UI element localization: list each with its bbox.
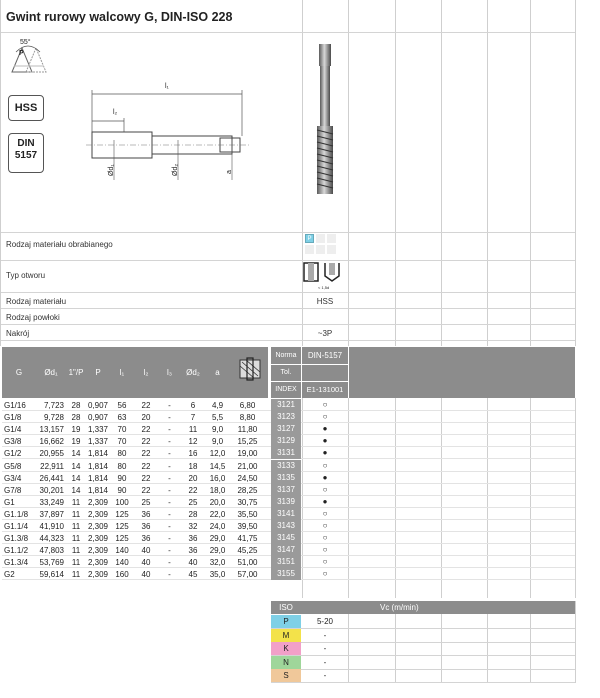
table-cell: - (168, 546, 171, 556)
table-cell: G1.3/8 (4, 534, 29, 544)
table-cell: 140 (115, 558, 129, 568)
table-cell: 56 (117, 401, 127, 410)
thread-letter: P (19, 50, 24, 57)
table-cell: 22 (188, 485, 198, 495)
available-empty-icon: ○ (322, 400, 328, 409)
index-cell: 3145 (271, 532, 301, 544)
table-cell: 7,723 (43, 401, 64, 410)
index-cell: 3121 (271, 399, 301, 411)
table-cell: 25 (188, 497, 198, 507)
material-chip-blank-4 (316, 245, 325, 254)
table-cell: - (168, 413, 171, 423)
table-cell: 41,75 (237, 534, 258, 544)
table-cell: 33,249 (39, 497, 64, 507)
table-cell: 11 (71, 570, 81, 580)
table-cell: 2,309 (87, 534, 109, 544)
available-filled-icon: ● (322, 436, 328, 446)
table-cell: 59,614 (39, 570, 64, 580)
iso-value: - (323, 630, 327, 640)
table-cell: 6 (190, 401, 196, 410)
table-cell: 13,157 (39, 425, 64, 435)
available-filled-icon: ● (322, 472, 328, 482)
table-cell: - (168, 485, 171, 495)
table-cell: 30,201 (39, 485, 64, 495)
index-cell: 3123 (271, 411, 301, 423)
table-cell: 160 (115, 570, 129, 580)
table-cell: - (168, 534, 171, 544)
grid-line (530, 0, 531, 346)
iso-code-m: M (271, 629, 301, 642)
grid-line (0, 32, 575, 33)
iso-label: ISO (279, 603, 293, 612)
index-cell: 3141 (271, 508, 301, 520)
table-cell: 22 (141, 485, 151, 495)
hole-type-value: < 1,5d (318, 285, 330, 290)
available-filled-icon: ● (322, 496, 328, 506)
table-cell: 90 (117, 473, 127, 483)
din-badge: DIN 5157 (8, 133, 44, 173)
grid-line (0, 232, 575, 233)
table-cell: - (168, 473, 171, 483)
table-cell: - (168, 522, 171, 531)
table-cell: 20,0 (209, 497, 226, 507)
table-cell: G1.1/4 (4, 522, 29, 531)
available-empty-icon: ○ (322, 545, 328, 555)
iso-code-p: P (271, 615, 301, 628)
d2-label: Ød₂ (172, 163, 179, 176)
grid-line (0, 260, 575, 261)
table-cell: 6,80 (239, 401, 256, 410)
table-cell: 22 (141, 473, 151, 483)
table-cell: 125 (115, 534, 129, 544)
iso-code-s: S (271, 669, 301, 682)
index-cell: 3151 (271, 556, 301, 568)
table-cell: G1.3/4 (4, 558, 29, 568)
table-cell: 11 (71, 509, 81, 519)
l2-label: l₂ (113, 109, 118, 116)
table-cell: 45 (188, 570, 198, 580)
table-cell: 125 (115, 522, 129, 531)
table-cell: 0,907 (87, 401, 109, 410)
d1-label: Ød₁ (108, 164, 115, 176)
grid-line (348, 0, 349, 346)
index-cell: 3155 (271, 568, 301, 580)
grid-line (271, 655, 575, 656)
prop-hole-label: Typ otworu (6, 271, 46, 280)
table-cell: 11 (71, 558, 81, 568)
index-cell: 3129 (271, 435, 301, 447)
table-cell: 41,910 (39, 522, 64, 531)
table-cell: 2,309 (87, 570, 109, 580)
table-cell: 19,00 (237, 449, 258, 459)
grid-line (271, 669, 575, 670)
index-cell: 3135 (271, 472, 301, 484)
table-cell: 29,0 (209, 534, 226, 544)
table-cell: 1,337 (87, 425, 109, 435)
table-cell: G1 (4, 497, 15, 507)
table-cell: 45,25 (237, 546, 258, 556)
table-cell: 80 (117, 449, 127, 459)
tap-image (306, 42, 344, 197)
column-header: l₂ (143, 368, 149, 377)
available-filled-icon: ● (322, 424, 328, 434)
table-cell: 7 (190, 413, 196, 423)
table-cell: G1.1/2 (4, 546, 29, 556)
table-cell: G5/8 (4, 461, 22, 471)
index-cell: 3139 (271, 496, 301, 508)
table-cell: G3/8 (4, 437, 22, 447)
table-cell: 63 (117, 413, 127, 423)
grid-line (0, 308, 575, 309)
material-chip-p: P (305, 234, 314, 243)
available-filled-icon: ● (322, 448, 328, 458)
table-cell: - (168, 497, 171, 507)
table-cell: 14,5 (209, 461, 226, 471)
table-cell: G1/8 (4, 413, 22, 423)
table-cell: G2 (4, 570, 15, 580)
grid-line (302, 0, 303, 346)
table-cell: - (168, 449, 171, 459)
table-cell: 1,814 (87, 473, 109, 483)
table-cell: 19 (71, 425, 81, 435)
column-header: 1"/P (68, 368, 84, 377)
table-cell: 9,0 (211, 425, 224, 435)
grid-line (487, 0, 488, 346)
norma-value: DIN-5157 (302, 347, 348, 364)
table-cell: 28 (71, 401, 81, 410)
table-cell: 53,769 (39, 558, 64, 568)
material-chip-blank-3 (305, 245, 314, 254)
table-cell: 22 (141, 449, 151, 459)
prop-material-label: Rodzaj materiału obrabianego (6, 240, 113, 249)
table-cell: 36 (141, 534, 151, 544)
table-cell: 44,323 (39, 534, 64, 544)
table-cell: 36 (141, 509, 151, 519)
table-cell: - (168, 401, 171, 410)
table-cell: 36 (188, 546, 198, 556)
prop-coating-label: Rodzaj powłoki (6, 313, 60, 322)
table-cell: 2,309 (87, 522, 109, 531)
page-title: Gwint rurowy walcowy G, DIN-ISO 228 (6, 10, 233, 24)
hss-badge-label: HSS (14, 102, 38, 114)
material-chip-blank-5 (327, 245, 336, 254)
grid-line (575, 601, 576, 683)
table-cell: 5,5 (211, 413, 224, 423)
table-cell: 8,80 (239, 413, 256, 423)
vc-label: Vc (m/min) (380, 603, 419, 612)
table-cell: 30,75 (237, 497, 258, 507)
index-cell: 3147 (271, 544, 301, 556)
available-empty-icon: ○ (322, 521, 328, 530)
table-cell: 47,803 (39, 546, 64, 556)
index-cell: 3137 (271, 484, 301, 496)
table-cell: 125 (115, 509, 129, 519)
table-cell: 14 (71, 485, 81, 495)
table-cell: 12 (188, 437, 198, 447)
table-cell: 36 (188, 534, 198, 544)
table-cell: 11 (71, 522, 81, 531)
iso-value: - (323, 644, 327, 653)
table-cell: 35,0 (209, 570, 226, 580)
table-cell: 22,0 (209, 509, 226, 519)
grid-line (0, 324, 575, 325)
table-cell: G1/2 (4, 449, 22, 459)
available-empty-icon: ○ (322, 484, 328, 494)
table-cell: 15,25 (237, 437, 258, 447)
table-cell: 28,25 (237, 485, 258, 495)
tol-label: Tol. (271, 365, 301, 381)
chamfer-value: ~3P (317, 329, 333, 338)
table-cell: 1,814 (87, 485, 109, 495)
table-cell: 11 (188, 425, 198, 435)
table-cell: 2,309 (87, 558, 109, 568)
table-cell: 2,309 (87, 509, 109, 519)
table-cell: 14 (71, 449, 81, 459)
table-cell: - (168, 509, 171, 519)
table-cell: 11 (71, 546, 81, 556)
table-cell: 22 (141, 461, 151, 471)
prop-material-type-label: Rodzaj materiału (6, 297, 67, 306)
column-header: G (15, 368, 23, 377)
available-empty-icon: ○ (322, 460, 328, 470)
table-cell: - (168, 558, 171, 568)
table-cell: 21,00 (237, 461, 258, 471)
iso-value: 5-20 (316, 617, 333, 626)
table-cell: 26,441 (39, 473, 64, 483)
table-cell: G1.1/8 (4, 509, 29, 519)
table-cell: 18,0 (209, 485, 226, 495)
hss-badge (8, 95, 44, 121)
table-cell: 28 (188, 509, 198, 519)
table-cell: 16,0 (209, 473, 226, 483)
table-cell: 22 (141, 437, 151, 447)
a-label: a (226, 170, 233, 174)
grid-line (271, 682, 575, 683)
table-cell: - (168, 570, 171, 580)
table-cell: - (168, 425, 171, 435)
norma-label: Norma (271, 347, 301, 364)
table-cell: 39,50 (237, 522, 258, 531)
table-cell: 11 (71, 497, 81, 507)
table-cell: 70 (117, 437, 127, 447)
column-header: l₃ (166, 368, 173, 377)
index-cell: 3133 (271, 460, 301, 472)
table-cell: 37,897 (39, 509, 64, 519)
index-cell: 3143 (271, 520, 301, 532)
table-cell: 2,309 (87, 497, 109, 507)
column-header: a (215, 368, 220, 377)
iso-value: - (323, 671, 327, 680)
tap-cross-section-icon (236, 356, 264, 384)
table-cell: 11 (71, 534, 81, 544)
table-cell: 9,728 (43, 413, 64, 423)
table-cell: 28 (71, 413, 81, 423)
index-label: INDEX (271, 382, 301, 398)
column-header: Ød₂ (186, 368, 200, 377)
prop-chamfer-label: Nakrój (6, 329, 30, 338)
table-cell: 32,0 (209, 558, 226, 568)
iso-code-k: K (271, 642, 301, 655)
iso-value: - (323, 657, 327, 667)
available-empty-icon: ○ (322, 533, 328, 543)
table-cell: 16 (188, 449, 198, 459)
grid-line (441, 0, 442, 346)
table-cell: 22 (141, 425, 151, 435)
table-cell: - (168, 461, 171, 471)
available-empty-icon: ○ (322, 557, 328, 567)
table-cell: 14 (71, 461, 81, 471)
grid-line (271, 642, 575, 643)
table-cell: 20,955 (39, 449, 64, 459)
table-cell: 24,0 (209, 522, 226, 531)
table-cell: - (168, 437, 171, 447)
table-cell: 18 (188, 461, 198, 471)
table-cell: 22,911 (40, 461, 64, 471)
table-cell: 20 (141, 413, 151, 423)
iso-code-n: N (271, 656, 301, 669)
grid-line (575, 0, 576, 346)
table-cell: G7/8 (4, 485, 22, 495)
table-cell: 57,00 (237, 570, 258, 580)
tol-value (302, 365, 348, 381)
column-header: Ød₁ (44, 368, 58, 377)
hole-type-icon (303, 262, 343, 284)
header-extension (349, 347, 575, 398)
table-cell: 100 (115, 497, 129, 507)
table-cell: 0,907 (87, 413, 109, 423)
grid-line (0, 292, 575, 293)
table-cell: 32 (188, 522, 198, 531)
table-cell: 29,0 (209, 546, 226, 556)
table-cell: 4,9 (211, 401, 224, 410)
column-header: l₁ (119, 368, 125, 377)
available-empty-icon: ○ (322, 508, 328, 518)
index-cell: 3131 (271, 447, 301, 459)
grid-line (0, 0, 1, 346)
table-cell: 40 (188, 558, 198, 568)
table-cell: 24,50 (237, 473, 258, 483)
table-cell: 2,309 (87, 546, 109, 556)
thread-angle: 55° (20, 39, 31, 46)
table-cell: 19 (71, 437, 81, 447)
grid-line (575, 398, 576, 598)
table-cell: 35,50 (237, 509, 258, 519)
table-cell: 40 (141, 546, 151, 556)
available-empty-icon: ○ (322, 412, 328, 422)
table-cell: G1/16 (4, 401, 26, 410)
index-value: E1-131001 (302, 382, 348, 398)
table-cell: 70 (117, 425, 127, 435)
table-cell: 11,80 (237, 425, 258, 435)
table-cell: 22 (141, 401, 151, 410)
column-header: P (95, 368, 101, 377)
table-cell: 1,337 (87, 437, 109, 447)
table-cell: 80 (117, 461, 127, 471)
table-cell: 36 (141, 522, 151, 531)
table-cell: 20 (188, 473, 198, 483)
table-cell: G3/4 (4, 473, 22, 483)
table-cell: 51,00 (237, 558, 258, 568)
table-cell: G1/4 (4, 425, 22, 435)
table-cell: 40 (141, 558, 151, 568)
table-cell: 14 (71, 473, 81, 483)
table-cell: 25 (141, 497, 151, 507)
table-cell: 140 (115, 546, 129, 556)
table-cell: 90 (117, 485, 127, 495)
table-cell: 1,814 (87, 461, 109, 471)
material-chip-blank-2 (327, 234, 336, 243)
l1-label: l₁ (165, 83, 169, 90)
table-cell: 12,0 (209, 449, 226, 459)
material-type-value: HSS (316, 297, 334, 306)
available-empty-icon: ○ (322, 569, 328, 579)
grid-line (271, 628, 575, 629)
index-cell: 3127 (271, 423, 301, 435)
table-cell: 40 (141, 570, 151, 580)
table-cell: 16,662 (39, 437, 64, 447)
grid-line (0, 340, 575, 341)
table-cell: 1,814 (87, 449, 109, 459)
iso-header (271, 601, 575, 614)
table-cell: 9,0 (211, 437, 224, 447)
material-chip-blank-1 (316, 234, 325, 243)
grid-line (395, 0, 396, 346)
